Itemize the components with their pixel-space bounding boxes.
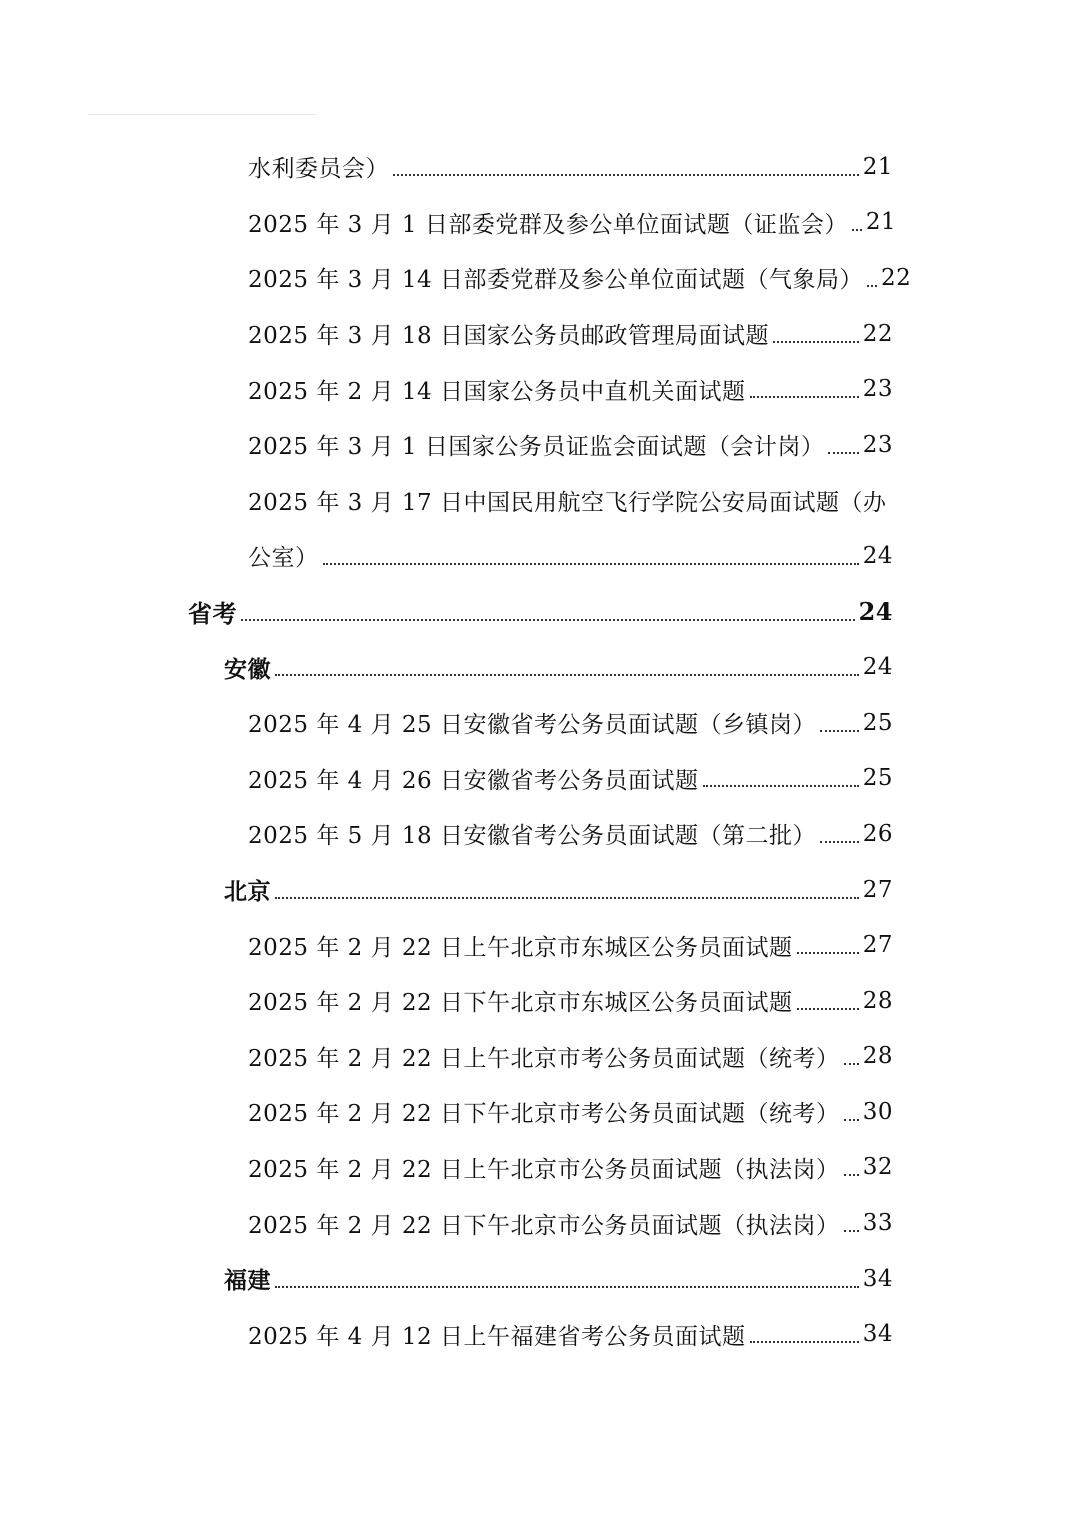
dot-leader — [241, 619, 855, 621]
toc-entry[interactable] — [0, 806, 1080, 862]
dot-leader — [750, 1341, 859, 1343]
toc-entry-page: 22 — [881, 264, 912, 291]
toc-entry-page: 23 — [862, 376, 893, 403]
dot-leader — [703, 785, 859, 787]
toc-entry[interactable] — [0, 528, 1080, 584]
toc-entry-title: 2025 年 2 月 22 日下午北京市考公务员面试题（统考） — [248, 1101, 840, 1128]
dot-leader — [797, 952, 859, 954]
toc-entry-page: 25 — [862, 709, 893, 736]
toc-entry[interactable] — [0, 306, 1080, 362]
toc-entry-page: 23 — [862, 431, 893, 458]
toc-entry-page: 28 — [862, 1043, 893, 1070]
toc-entry-page: 33 — [862, 1210, 893, 1237]
dot-leader — [820, 841, 859, 843]
toc-entry-page: 28 — [862, 987, 893, 1014]
dot-leader — [750, 396, 859, 398]
toc-subsection-heading[interactable] — [0, 862, 1080, 918]
toc-entry-title: 安徽 — [224, 655, 271, 683]
dot-leader — [844, 1063, 859, 1065]
dot-leader — [852, 229, 862, 231]
dot-leader — [844, 1174, 859, 1176]
toc-entry-page: 30 — [862, 1098, 893, 1125]
toc-entry-title: 水利委员会） — [248, 156, 389, 183]
toc-entry-page: 22 — [862, 320, 893, 347]
dot-leader — [275, 674, 859, 676]
dot-leader — [867, 285, 877, 287]
toc-entry-title: 省考 — [188, 599, 237, 629]
toc-entry-page: 27 — [862, 932, 893, 959]
toc-entry[interactable] — [0, 1029, 1080, 1085]
toc-entry-page: 24 — [862, 542, 893, 569]
toc-entry-title: 2025 年 3 月 1 日国家公务员证监会面试题（会计岗） — [248, 434, 825, 461]
toc-entry[interactable] — [0, 473, 1080, 529]
toc-entry[interactable] — [0, 417, 1080, 473]
header-rule — [88, 114, 316, 115]
toc-entry-page: 27 — [862, 876, 893, 903]
toc-entry-title: 2025 年 3 月 18 日国家公务员邮政管理局面试题 — [248, 323, 769, 350]
dot-leader — [323, 563, 859, 565]
toc-entry-title: 2025 年 2 月 22 日上午北京市东城区公务员面试题 — [248, 934, 793, 961]
toc-entry-page: 24 — [858, 597, 893, 627]
toc-entry-page: 26 — [862, 820, 893, 847]
toc-entry-page: 32 — [862, 1154, 893, 1181]
dot-leader — [844, 1230, 859, 1232]
toc-entry-title: 2025 年 2 月 22 日上午北京市考公务员面试题（统考） — [248, 1045, 840, 1072]
dot-leader — [844, 1119, 859, 1121]
toc-entry-title: 2025 年 5 月 18 日安徽省考公务员面试题（第二批） — [248, 823, 816, 850]
toc-subsection-heading[interactable] — [0, 1251, 1080, 1307]
toc-entry[interactable] — [0, 751, 1080, 807]
dot-leader — [393, 174, 859, 176]
dot-leader — [797, 1008, 859, 1010]
toc-entry-title: 2025 年 2 月 22 日下午北京市公务员面试题（执法岗） — [248, 1212, 840, 1239]
toc-entry[interactable] — [0, 139, 1080, 195]
toc-subsection-heading[interactable] — [0, 639, 1080, 695]
toc-entry[interactable] — [0, 1084, 1080, 1140]
dot-leader — [820, 730, 859, 732]
toc-section-heading[interactable] — [0, 584, 1080, 640]
toc-entry-title: 北京 — [224, 878, 271, 906]
toc-entry[interactable] — [0, 917, 1080, 973]
toc-entry-page: 21 — [865, 209, 897, 236]
toc-entry[interactable] — [0, 1195, 1080, 1251]
toc-entry[interactable] — [0, 195, 1080, 251]
toc-entry-title: 2025 年 3 月 1 日部委党群及参公单位面试题（证监会） — [248, 211, 848, 238]
toc-entry[interactable] — [0, 973, 1080, 1029]
toc-entry-title: 福建 — [224, 1267, 271, 1295]
dot-leader — [828, 452, 858, 454]
dot-leader — [773, 341, 859, 343]
toc-entry-title: 2025 年 4 月 26 日安徽省考公务员面试题 — [248, 767, 699, 794]
toc-entry-title: 2025 年 2 月 14 日国家公务员中直机关面试题 — [248, 378, 746, 405]
toc-entry[interactable] — [0, 361, 1080, 417]
toc-entry[interactable] — [0, 250, 1080, 306]
table-of-contents — [0, 139, 1080, 1362]
toc-entry[interactable] — [0, 695, 1080, 751]
toc-entry-page: 34 — [862, 1321, 893, 1348]
dot-leader — [275, 897, 859, 899]
toc-entry-page: 25 — [862, 765, 893, 792]
toc-entry[interactable] — [0, 1140, 1080, 1196]
toc-entry-page: 21 — [862, 153, 893, 180]
toc-entry-title: 2025 年 3 月 14 日部委党群及参公单位面试题（气象局） — [248, 267, 863, 294]
toc-entry-title: 2025 年 3 月 17 日中国民用航空飞行学院公安局面试题（办 — [248, 489, 887, 516]
toc-entry-title: 2025 年 2 月 22 日下午北京市东城区公务员面试题 — [248, 990, 793, 1017]
toc-entry[interactable] — [0, 1306, 1080, 1362]
toc-entry-title: 2025 年 4 月 12 日上午福建省考公务员面试题 — [248, 1323, 746, 1350]
toc-entry-title: 2025 年 4 月 25 日安徽省考公务员面试题（乡镇岗） — [248, 712, 816, 739]
toc-entry-title: 公室） — [248, 545, 319, 572]
dot-leader — [275, 1286, 859, 1288]
toc-entry-title: 2025 年 2 月 22 日上午北京市公务员面试题（执法岗） — [248, 1156, 840, 1183]
toc-entry-page: 34 — [862, 1265, 893, 1292]
toc-entry-page: 24 — [862, 654, 893, 681]
